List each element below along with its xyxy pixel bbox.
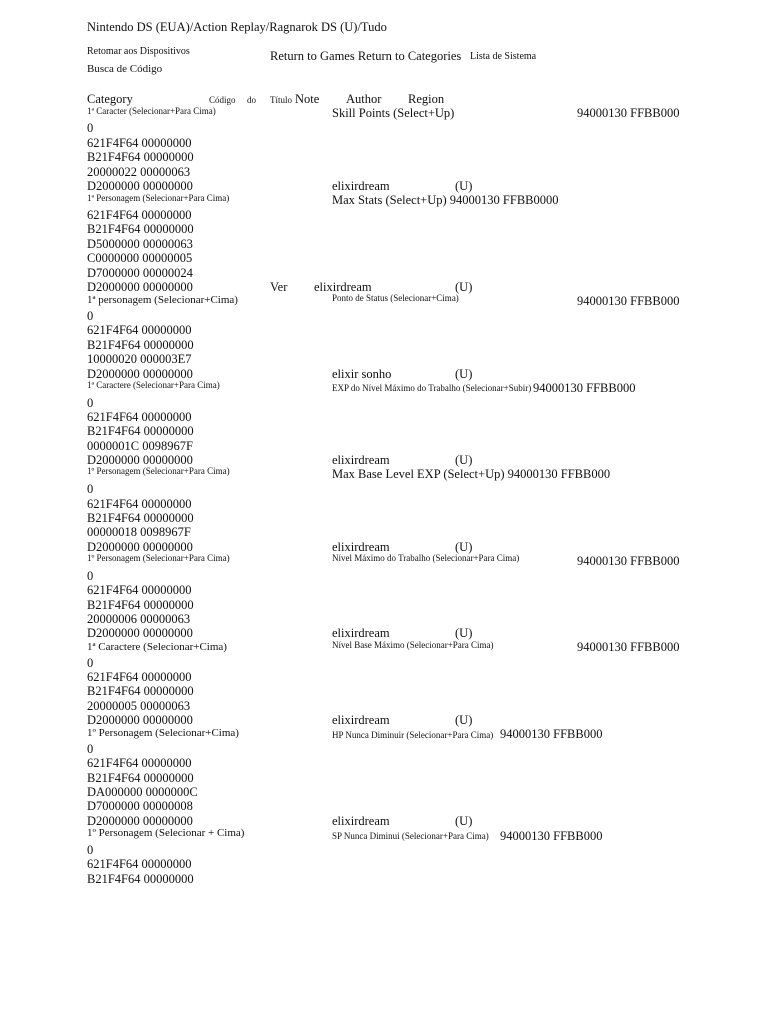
code-line: 621F4F64 00000000: [87, 208, 192, 222]
code-line: D2000000 00000000: [87, 713, 193, 727]
code-line: 20000022 00000063: [87, 165, 191, 179]
code-line: 94000130 FFBB000: [577, 106, 680, 120]
code-line: B21F4F64 00000000: [87, 872, 194, 886]
code-line: 0: [87, 309, 94, 323]
code-category: 1ª Caracter (Selecionar+Para Cima): [87, 106, 216, 116]
code-line: 621F4F64 00000000: [87, 857, 192, 871]
category-column-header: Category: [87, 92, 133, 106]
code-region: (U): [455, 540, 473, 554]
code-title[interactable]: Skill Points (Select+Up): [332, 106, 455, 120]
of-column-header: do: [247, 95, 256, 105]
code-line: C0000000 00000005: [87, 251, 193, 265]
code-line: B21F4F64 00000000: [87, 684, 194, 698]
code-author: elixirdream: [332, 540, 390, 554]
code-line: 0: [87, 742, 94, 756]
code-line: 621F4F64 00000000: [87, 410, 192, 424]
return-links[interactable]: Return to Games Return to Categories: [270, 49, 462, 63]
code-category: 1ª Caractere (Selecionar+Para Cima): [87, 380, 220, 390]
code-line: 94000130 FFBB000: [577, 294, 680, 308]
code-line: 94000130 FFBB000: [577, 554, 680, 568]
code-line: 621F4F64 00000000: [87, 756, 192, 770]
code-category: 1ª personagem (Selecionar+Cima): [87, 294, 238, 306]
code-line: D2000000 00000000: [87, 367, 193, 381]
code-line: DA000000 0000000C: [87, 785, 198, 799]
code-line: 0000001C 0098967F: [87, 439, 193, 453]
code-line: D2000000 00000000: [87, 179, 193, 193]
code-line: 621F4F64 00000000: [87, 323, 192, 337]
code-category: 1ª Personagem (Selecionar+Para Cima): [87, 193, 230, 203]
code-title[interactable]: Ponto de Status (Selecionar+Cima): [332, 293, 459, 303]
code-line: 621F4F64 00000000: [87, 497, 192, 511]
code-line: 0: [87, 569, 94, 583]
title-column-header: Título: [270, 95, 292, 105]
code-line: B21F4F64 00000000: [87, 511, 194, 525]
code-author: elixirdream: [332, 626, 390, 640]
code-region: (U): [455, 453, 473, 467]
code-line: B21F4F64 00000000: [87, 150, 194, 164]
code-author: elixirdream: [332, 713, 390, 727]
code-line: 0: [87, 656, 94, 670]
code-author: elixir sonho: [332, 367, 392, 381]
code-category: 1º Personagem (Selecionar+Para Cima): [87, 553, 230, 563]
code-line: 94000130 FFBB000: [500, 829, 603, 843]
note-column-header: Note: [295, 92, 320, 106]
code-author: elixirdream: [314, 280, 372, 294]
code-title[interactable]: EXP do Nível Máximo do Trabalho (Selecionar+Subir): [332, 383, 532, 393]
code-line: B21F4F64 00000000: [87, 424, 194, 438]
code-line: D5000000 00000063: [87, 237, 193, 251]
code-line: 621F4F64 00000000: [87, 583, 192, 597]
code-author: elixirdream: [332, 814, 390, 828]
code-line: 20000005 00000063: [87, 699, 191, 713]
code-region: (U): [455, 179, 473, 193]
code-line: D2000000 00000000: [87, 453, 193, 467]
code-line: D2000000 00000000: [87, 814, 193, 828]
code-category: 1º Personagem (Selecionar + Cima): [87, 827, 245, 839]
code-region: (U): [455, 280, 473, 294]
code-line: B21F4F64 00000000: [87, 771, 194, 785]
region-column-header: Region: [408, 92, 445, 106]
code-category: 1ª Caractere (Selecionar+Cima): [87, 641, 227, 653]
code-author: elixirdream: [332, 453, 390, 467]
code-title[interactable]: Max Stats (Select+Up) 94000130 FFBB0000: [332, 193, 559, 207]
code-line: 94000130 FFBB000: [533, 381, 636, 395]
code-region: (U): [455, 713, 473, 727]
code-line: 0: [87, 482, 94, 496]
code-line: 0: [87, 843, 94, 857]
back-to-devices-link[interactable]: Retomar aos Dispositivos: [87, 46, 190, 57]
code-line: B21F4F64 00000000: [87, 338, 194, 352]
code-category: 1º Personagem (Selecionar+Para Cima): [87, 466, 230, 476]
code-line: B21F4F64 00000000: [87, 222, 194, 236]
code-author: elixirdream: [332, 179, 390, 193]
code-line: 94000130 FFBB000: [577, 640, 680, 654]
system-list-link[interactable]: Lista de Sistema: [470, 51, 537, 62]
code-title[interactable]: Nível Máximo do Trabalho (Selecionar+Para Cima): [332, 553, 520, 563]
code-line: 20000006 00000063: [87, 612, 191, 626]
breadcrumb: Nintendo DS (EUA)/Action Replay/Ragnarok DS (U)/Tudo: [87, 20, 387, 34]
code-line: D7000000 00000008: [87, 799, 193, 813]
code-line: 0: [87, 396, 94, 410]
code-line: D2000000 00000000: [87, 280, 193, 294]
code-category: 1º Personagem (Selecionar+Cima): [87, 727, 239, 739]
code-search-link[interactable]: Busca de Código: [87, 63, 163, 75]
code-title[interactable]: Nível Base Máximo (Selecionar+Para Cima): [332, 640, 494, 650]
code-region: (U): [455, 814, 473, 828]
code-line: D2000000 00000000: [87, 540, 193, 554]
view-link[interactable]: Ver: [270, 280, 288, 294]
code-line: 0: [87, 121, 94, 135]
code-region: (U): [455, 367, 473, 381]
code-line: 94000130 FFBB000: [500, 727, 603, 741]
code-region: (U): [455, 626, 473, 640]
code-line: D7000000 00000024: [87, 266, 193, 280]
code-line: D2000000 00000000: [87, 626, 193, 640]
code-column-header: Código: [209, 95, 236, 105]
code-line: 10000020 000003E7: [87, 352, 192, 366]
code-line: 621F4F64 00000000: [87, 136, 192, 150]
code-title[interactable]: HP Nunca Diminuir (Selecionar+Para Cima): [332, 730, 494, 740]
code-line: 00000018 0098967F: [87, 525, 191, 539]
code-line: 621F4F64 00000000: [87, 670, 192, 684]
author-column-header: Author: [346, 92, 382, 106]
code-line: B21F4F64 00000000: [87, 598, 194, 612]
code-title[interactable]: SP Nunca Diminui (Selecionar+Para Cima): [332, 831, 489, 841]
code-title[interactable]: Max Base Level EXP (Select+Up) 94000130 FFBB000: [332, 467, 611, 481]
